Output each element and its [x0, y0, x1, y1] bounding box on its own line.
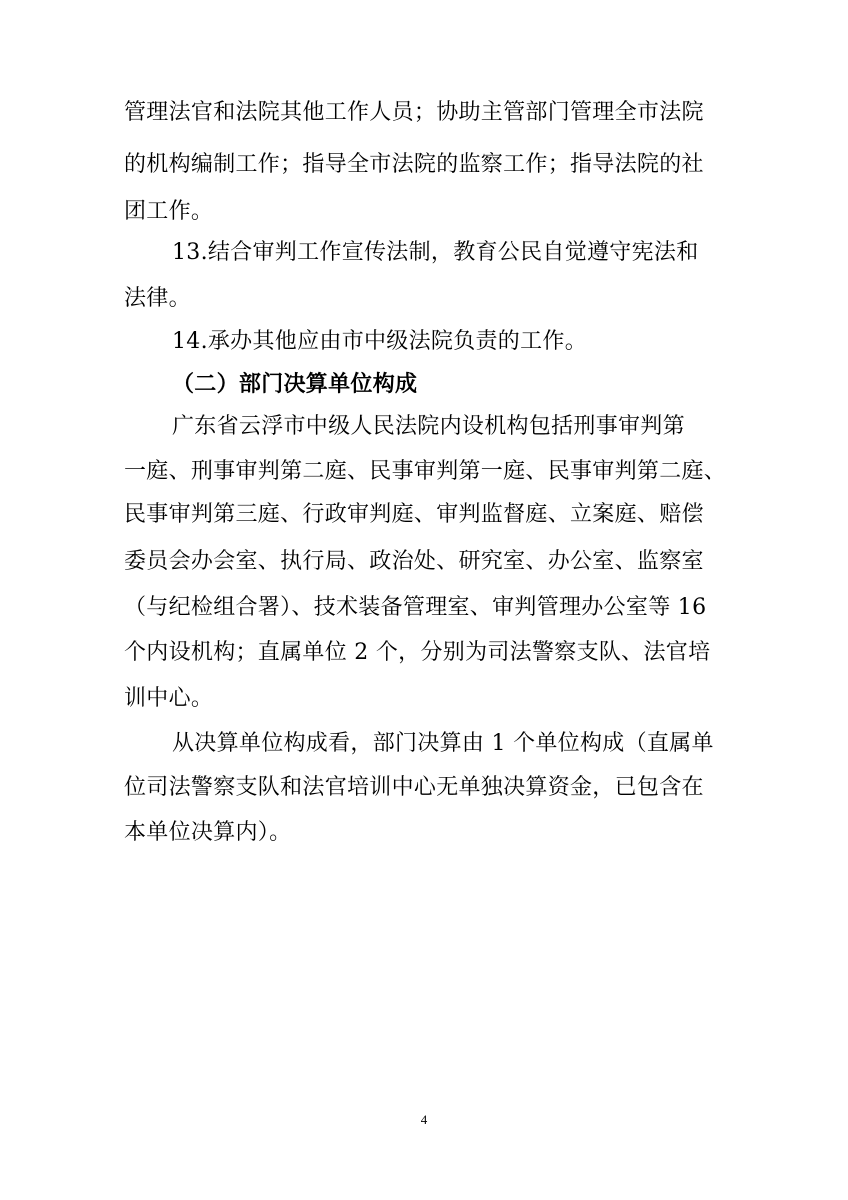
list-item-13: 13.结合审判工作宣传法制，教育公民自觉遵守宪法和 — [172, 240, 699, 265]
section-heading: （二）部门决算单位构成 — [172, 371, 418, 397]
text-line: （与纪检组合署）、技术装备管理室、审判管理办公室等 16 — [124, 595, 707, 620]
text-line: 团工作。 — [124, 199, 214, 224]
text-line: 位司法警察支队和法官培训中心无单独决算资金，已包含在 — [124, 775, 704, 800]
text-line: 广东省云浮市中级人民法院内设机构包括刑事审判第 — [172, 414, 685, 439]
text-line: 一庭、刑事审判第二庭、民事审判第一庭、民事审判第二庭、 — [124, 459, 727, 484]
list-item-14: 14.承办其他应由市中级法院负责的工作。 — [172, 329, 587, 354]
text-line: 管理法官和法院其他工作人员；协助主管部门管理全市法院 — [124, 100, 704, 125]
text-line: 训中心。 — [124, 686, 214, 711]
text-line: 本单位决算内）。 — [124, 820, 292, 845]
text-line: 法律。 — [124, 286, 191, 311]
text-line: 委员会办会室、执行局、政治处、研究室、办公室、监察室 — [124, 549, 704, 574]
page-number: 4 — [420, 1112, 428, 1127]
text-line: 民事审判第三庭、行政审判庭、审判监督庭、立案庭、赔偿 — [124, 502, 704, 527]
text-line: 个内设机构；直属单位 2 个，分别为司法警察支队、法官培 — [124, 640, 711, 665]
text-line: 的机构编制工作；指导全市法院的监察工作；指导法院的社 — [124, 152, 704, 177]
text-line: 从决算单位构成看，部门决算由 1 个单位构成（直属单 — [172, 731, 714, 756]
